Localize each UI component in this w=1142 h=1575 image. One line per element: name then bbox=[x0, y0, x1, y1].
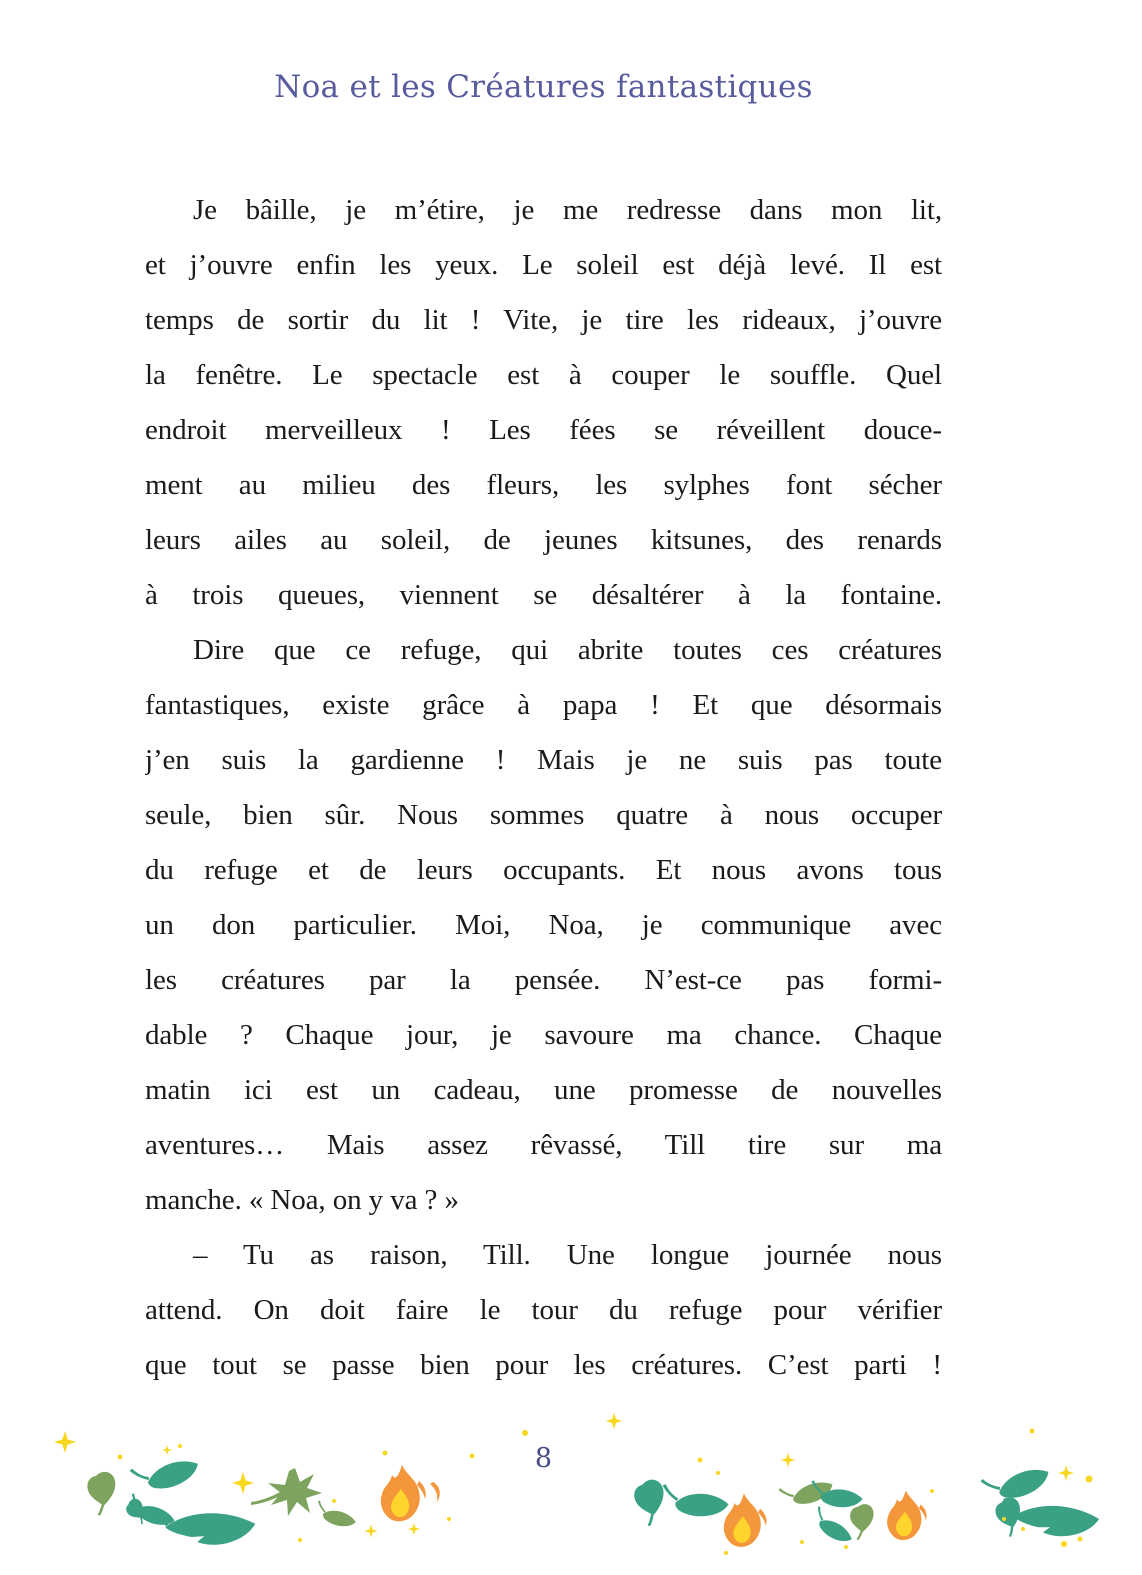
sparkle-icon bbox=[54, 1431, 76, 1453]
sparkle-icon bbox=[232, 1472, 254, 1494]
leaf-icon bbox=[848, 1502, 880, 1541]
sparkle-icon bbox=[408, 1523, 420, 1535]
text-line: – Tu as raison, Till. Une longue journée nous bbox=[193, 1239, 942, 1271]
sparkle-dot bbox=[1021, 1527, 1025, 1531]
leaf-icon bbox=[84, 1469, 125, 1517]
text-line: du refuge et de leurs occupants. Et nous avons tous bbox=[145, 854, 942, 886]
text-line: Je bâille, je m’étire, je me redresse dans mon lit, bbox=[193, 194, 942, 226]
leaf-icon bbox=[980, 1465, 1052, 1504]
text-line: attend. On doit faire le tour du refuge pour vérifier bbox=[145, 1294, 942, 1326]
sparkle-dot bbox=[716, 1471, 720, 1475]
sparkle-dot bbox=[522, 1430, 528, 1436]
sparkle-dot bbox=[844, 1545, 848, 1549]
text-line: fantastiques, existe grâce à papa ! Et que désormais bbox=[145, 689, 942, 721]
sparkle-dot bbox=[1086, 1476, 1093, 1483]
sparkle-dot bbox=[724, 1551, 728, 1555]
leaf-icon bbox=[251, 1468, 322, 1516]
text-line: seule, bien sûr. Nous sommes quatre à nous occuper bbox=[145, 799, 942, 831]
text-line: j’en suis la gardienne ! Mais je ne suis pas toute bbox=[145, 744, 942, 776]
leaf-icon bbox=[808, 1506, 855, 1549]
flame-icon bbox=[724, 1493, 767, 1546]
sparkle-dot bbox=[698, 1458, 703, 1463]
sparkle-dot bbox=[1002, 1517, 1006, 1521]
text-line: Dire que ce refuge, qui abrite toutes ces créatures bbox=[193, 634, 942, 666]
sparkle-dot bbox=[178, 1444, 182, 1448]
sparkle-dot bbox=[1030, 1429, 1035, 1434]
text-line: que tout se passe bien pour les créatures. C’est parti ! bbox=[145, 1349, 942, 1381]
leaf-icon bbox=[312, 1500, 358, 1533]
text-line: endroit merveilleux ! Les fées se réveillent douce- bbox=[145, 414, 942, 446]
sparkle-dot bbox=[800, 1540, 804, 1544]
sparkle-dot bbox=[447, 1517, 451, 1521]
leaf-icon bbox=[658, 1484, 730, 1523]
bottom-decoration bbox=[0, 1400, 1142, 1575]
text-line: matin ici est un cadeau, une promesse de nouvelles bbox=[145, 1074, 942, 1106]
flame-icon bbox=[430, 1482, 440, 1502]
flame-icon bbox=[381, 1465, 426, 1521]
sparkle-dot bbox=[383, 1451, 388, 1456]
text-line: un don particulier. Moi, Noa, je communique avec bbox=[145, 909, 942, 941]
sparkle-dot bbox=[298, 1538, 302, 1542]
sparkle-icon bbox=[364, 1524, 377, 1537]
sparkle-dot bbox=[332, 1499, 336, 1503]
text-line: temps de sortir du lit ! Vite, je tire les rideaux, j’ouvre bbox=[145, 304, 942, 336]
page-number: 8 bbox=[534, 1443, 553, 1474]
sparkle-icon bbox=[162, 1445, 172, 1455]
text-line: la fenêtre. Le spectacle est à couper le souffle. Quel bbox=[145, 359, 942, 391]
sparkle-icon bbox=[606, 1413, 623, 1430]
text-line: leurs ailes au soleil, de jeunes kitsunes, des renards bbox=[145, 524, 942, 556]
sparkle-dot bbox=[1061, 1541, 1067, 1547]
text-line: manche. « Noa, on y va ? » bbox=[145, 1184, 459, 1216]
body-text bbox=[145, 183, 942, 1393]
leaf-icon bbox=[129, 1457, 201, 1494]
page-title: Noa et les Créatures fantastiques bbox=[274, 69, 813, 105]
text-line: aventures… Mais assez rêvassé, Till tire sur ma bbox=[145, 1129, 942, 1161]
sparkle-icon bbox=[781, 1453, 795, 1467]
text-line: dable ? Chaque jour, je savoure ma chance. Chaque bbox=[145, 1019, 942, 1051]
text-line: ment au milieu des fleurs, les sylphes font sécher bbox=[145, 469, 942, 501]
text-line: les créatures par la pensée. N’est-ce pas formi- bbox=[145, 964, 942, 996]
sparkle-dot bbox=[930, 1489, 934, 1493]
sparkle-icon bbox=[1058, 1465, 1073, 1480]
leaf-icon bbox=[149, 1502, 256, 1552]
text-line: et j’ouvre enfin les yeux. Le soleil est déjà levé. Il est bbox=[145, 249, 942, 281]
sparkle-dot bbox=[118, 1455, 123, 1460]
text-line: à trois queues, viennent se désaltérer à la fontaine. bbox=[145, 579, 942, 611]
leaf-icon bbox=[630, 1476, 675, 1527]
flame-icon bbox=[887, 1490, 927, 1540]
sparkle-dot bbox=[470, 1454, 475, 1459]
sparkle-dot bbox=[1078, 1537, 1083, 1542]
